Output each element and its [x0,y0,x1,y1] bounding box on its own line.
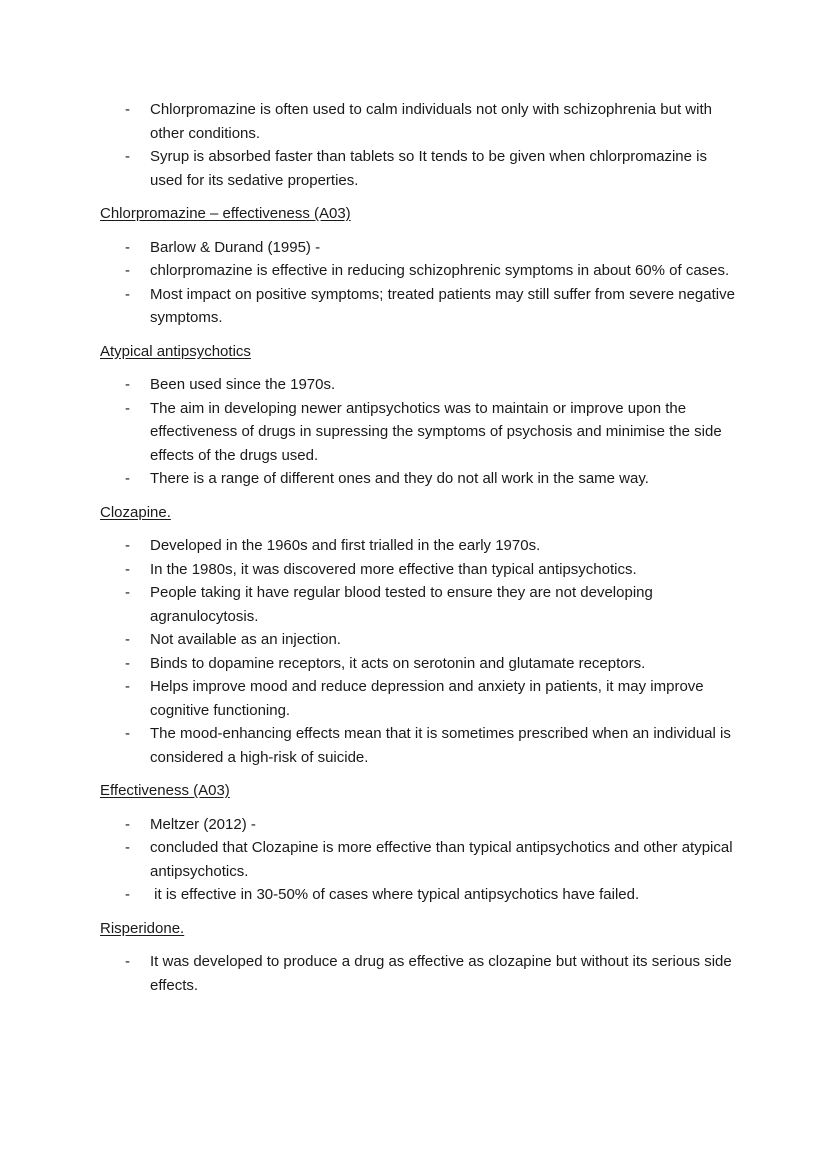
list-item-text: It was developed to produce a drug as effective as clozapine but without its serious side effects. [150,953,732,994]
bullet-dash: - [125,399,130,417]
list-item-text: Meltzer (2012) - [150,815,256,833]
list-item [0,950,828,997]
bullet-dash: - [125,631,130,648]
bullet-dash: - [125,560,130,578]
list-item-text: The aim in developing newer antipsychotics was to maintain or improve upon the effectiveness of drugs in supressing the symptoms of psychosis and minimise the side effects of the drugs used. [150,399,722,464]
bullet-dash: - [125,470,130,487]
list-item [0,236,828,260]
list-item-text: Barlow & Durand (1995) - [150,238,321,256]
bullet-dash: - [125,953,130,970]
list-item [0,813,828,837]
list-item-text: The mood-enhancing effects mean that it is sometimes prescribed when an individual is considered a high-risk of suicide. [150,725,731,766]
bullet-dash: - [125,678,130,695]
bullet-dash: - [125,584,130,601]
list-item [0,534,828,558]
bullet-dash: - [125,886,130,903]
bullet-list-atypical-antipsychotics [0,373,828,491]
list-item [0,373,828,397]
list-item-text: There is a range of different ones and they do not all work in the same way. [150,470,649,487]
bullet-dash: - [125,262,130,279]
bullet-list-chlorpromazine-effectiveness [0,236,828,330]
list-item [0,467,828,491]
bullet-dash: - [125,839,130,856]
bullet-list-chlorpromazine-use [0,98,828,192]
bullet-dash: - [125,285,130,303]
bullet-list-clozapine [0,534,828,769]
list-item-text: Syrup is absorbed faster than tablets so It tends to be given when chlorpromazine is used for its sedative properties. [150,148,707,189]
bullet-dash: - [125,815,130,833]
bullet-dash: - [125,101,130,118]
section-heading-risperidone: Risperidone. [100,919,185,937]
list-item-text: Chlorpromazine is often used to calm individuals not only with schizophrenia but with other conditions. [150,101,712,142]
list-item-text: it is effective in 30-50% of cases where typical antipsychotics have failed. [150,886,640,903]
list-item [0,836,828,883]
section-heading-chlorpromazine-effectiveness: Chlorpromazine – effectiveness (A03) [100,205,351,222]
bullet-dash: - [125,376,130,393]
list-item-text: In the 1980s, it was discovered more effective than typical antipsychotics. [150,560,637,578]
section-heading-atypical-antipsychotics: Atypical antipsychotics [100,342,251,360]
list-item [0,145,828,192]
list-item-text: People taking it have regular blood tested to ensure they are not developing agranulocytosis. [150,584,653,625]
list-item-text: Most impact on positive symptoms; treated patients may still suffer from severe negative symptoms. [150,285,735,326]
bullet-dash: - [125,537,130,554]
list-item [0,558,828,582]
list-item [0,722,828,769]
list-item [0,675,828,722]
list-item-text: concluded that Clozapine is more effective than typical antipsychotics and other atypical antipsychotics. [150,839,733,880]
bullet-list-risperidone [0,950,828,997]
bullet-list-effectiveness [0,813,828,907]
list-item [0,98,828,145]
list-item [0,883,828,907]
list-item [0,397,828,468]
section-heading-clozapine: Clozapine. [100,503,171,521]
bullet-dash: - [125,238,130,256]
list-item [0,628,828,652]
list-item-text: chlorpromazine is effective in reducing schizophrenic symptoms in about 60% of cases. [150,262,730,279]
list-item [0,581,828,628]
list-item-text: Helps improve mood and reduce depression and anxiety in patients, it may improve cognitive functioning. [150,678,704,719]
list-item-text: Binds to dopamine receptors, it acts on serotonin and glutamate receptors. [150,654,646,672]
section-heading-effectiveness: Effectiveness (A03) [100,782,230,799]
bullet-dash: - [125,654,130,672]
bullet-dash: - [125,148,130,165]
bullet-dash: - [125,725,130,742]
list-item-text: Developed in the 1960s and first trialled in the early 1970s. [150,537,541,554]
list-item-text: Not available as an injection. [150,631,341,648]
list-item [0,652,828,676]
list-item [0,283,828,330]
list-item [0,259,828,283]
list-item-text: Been used since the 1970s. [150,376,336,393]
